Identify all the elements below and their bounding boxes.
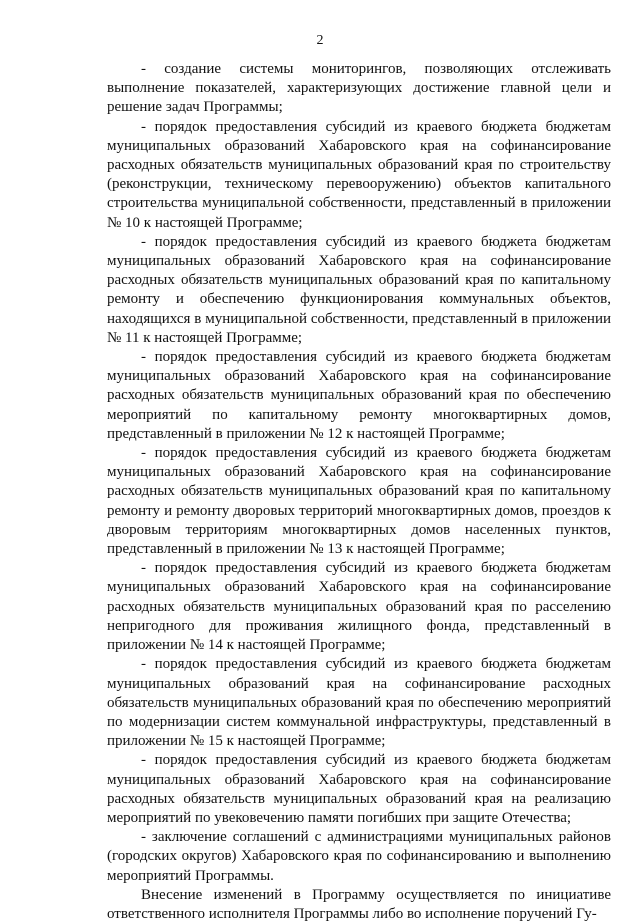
- paragraph-appendix-13: - порядок предоставления субсидий из краевого бюджета бюджетам муниципальных образований Хабаровского края на софинансирование расходных обязательств муниципальных образований края по капитальному ремонту и ремонту дворовых территорий многоквартирных домов, проездов к дворовым территориям многоквартирных домов населенных пунктов, представленный в приложении № 13 к настоящей Программе;: [107, 445, 611, 558]
- paragraph-agreements: - заключение соглашений с администрациями муниципальных районов (городских округов) Хабаровского края по софинансированию и выполнению мероприятий Программы.: [107, 829, 611, 884]
- paragraph-appendix-10: - порядок предоставления субсидий из краевого бюджета бюджетам муниципальных образований Хабаровского края на софинансирование расходных обязательств муниципальных образований края по строительству (реконструкции, техническому перевооружению) объектов капитального строительства муниципальной собственности, представленный в приложении № 10 к настоящей Программе;: [107, 118, 611, 231]
- page-number: 2: [316, 33, 324, 48]
- body-text: [107, 60, 611, 924]
- paragraph-appendix-11: - порядок предоставления субсидий из краевого бюджета бюджетам муниципальных образований Хабаровского края на софинансирование расходных обязательств муниципальных образований края по капитальному ремонту и обеспечению функционирования коммунальных объектов, находящихся в муниципальной собственности, представленный в приложении № 11 к настоящей Программе;: [107, 233, 611, 346]
- paragraph-memorial: - порядок предоставления субсидий из краевого бюджета бюджетам муниципальных образований Хабаровского края на софинансирование расходных обязательств муниципальных образований края на реализацию мероприятий по увековечению памяти погибших при защите Отечества;: [107, 752, 611, 826]
- paragraph-appendix-15: - порядок предоставления субсидий из краевого бюджета бюджетам муниципальных образований края на софинансирование расходных обязательств муниципальных образований края по обеспечению мероприятий по модернизации систем коммунальной инфраструктуры, представленный в приложении № 15 к настоящей Программе;: [107, 656, 611, 750]
- paragraph-appendix-14: - порядок предоставления субсидий из краевого бюджета бюджетам муниципальных образований Хабаровского края на софинансирование расходных обязательств муниципальных образований края по расселению непригодного для проживания жилищного фонда, представленный в приложении № 14 к настоящей Программе;: [107, 560, 611, 654]
- paragraph-amendments: Внесение изменений в Программу осуществляется по инициативе ответственного исполнителя Программы либо во исполнение поручений Гу-: [107, 886, 611, 922]
- paragraph-monitoring: - создание системы мониторингов, позволяющих отслеживать выполнение показателей, характеризующих достижение главной цели и решение задач Программы;: [107, 61, 611, 116]
- paragraph-appendix-12: - порядок предоставления субсидий из краевого бюджета бюджетам муниципальных образований Хабаровского края на софинансирование расходных обязательств муниципальных образований края по обеспечению мероприятий по капитальному ремонту многоквартирных домов, представленный в приложении № 12 к настоящей Программе;: [107, 349, 611, 442]
